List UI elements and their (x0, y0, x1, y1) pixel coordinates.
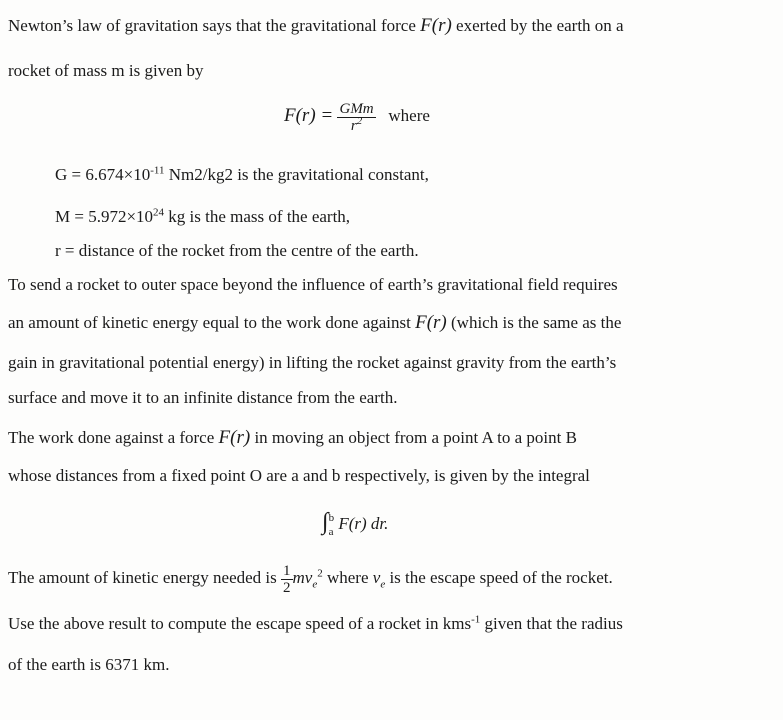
math-symbol: F(r) (415, 312, 447, 333)
text-span: whose distances from a fixed point O are a and b respectively, is given by the integral (8, 466, 590, 485)
paragraph-line (8, 387, 397, 409)
text-span: in moving an object from a point A to a point B (250, 428, 577, 447)
half-fraction (281, 563, 293, 596)
distance-line (55, 240, 419, 262)
fraction-denominator: 2 (283, 579, 291, 596)
v-symbol: v (372, 568, 381, 587)
paragraph-line (8, 60, 203, 82)
formula-denominator (337, 114, 375, 134)
earth-mass-line (55, 206, 350, 228)
paragraph-line (8, 654, 169, 676)
text-span: of the earth is 6371 km. (8, 655, 170, 674)
text-span: M = 5.972×10 (55, 207, 154, 226)
subscript: e (312, 578, 318, 591)
paragraph-line (8, 427, 577, 449)
text-span: an amount of kinetic energy equal to the work done against (8, 313, 416, 332)
text-span: r = distance of the rocket from the centre of the earth. (55, 241, 419, 260)
text-span: gain in gravitational potential energy) in lifting the rocket against gravity from the earth’s (8, 353, 617, 372)
paragraph-line (8, 312, 621, 334)
text-span: G = 6.674×10 (55, 165, 151, 184)
math-symbol: F(r) (218, 427, 251, 448)
text-span: exerted by the earth on a (456, 16, 624, 35)
g-constant-line (55, 164, 429, 186)
gravity-formula (284, 96, 430, 136)
work-integral (322, 502, 388, 544)
integral-lower: a (328, 526, 334, 539)
text-span: rocket of mass m is given by (8, 61, 204, 80)
paragraph-line (8, 352, 616, 374)
exponent: 24 (153, 206, 165, 219)
fraction-numerator: 1 (283, 562, 291, 579)
integral-upper: b (328, 512, 335, 525)
exponent: 2 (317, 567, 323, 580)
text-span: given that the radius (480, 614, 623, 633)
formula-fraction (337, 101, 375, 134)
kinetic-energy-line (8, 558, 613, 598)
text-span: Nm2/kg2 is the gravitational constant, (164, 165, 429, 184)
paragraph-line (8, 613, 623, 635)
text-span: kg is the mass of the earth, (164, 207, 351, 226)
text-span: surface and move it to an infinite distance from the earth. (8, 388, 398, 407)
mv-symbol: mv (292, 568, 313, 587)
exponent: -1 (471, 613, 481, 626)
text-span: where (322, 568, 373, 587)
integral-body: F(r) dr. (338, 514, 389, 533)
formula-where: where (388, 106, 430, 125)
text-span: To send a rocket to outer space beyond the influence of earth’s gravitational field requires (8, 275, 618, 294)
text-span: Use the above result to compute the escape speed of a rocket in kms (8, 614, 472, 633)
paragraph-line (8, 15, 624, 37)
text-span: Newton’s law of gravitation says that the gravitational force (8, 16, 421, 35)
text-span: is the escape speed of the rocket. (385, 568, 613, 587)
integral-sign: ∫ (322, 509, 329, 535)
formula-lhs: F(r) = (284, 105, 334, 126)
paragraph-line (8, 465, 590, 487)
formula-denominator-r: r (350, 117, 357, 134)
formula-exponent: 2 (356, 114, 363, 127)
text-span: The amount of kinetic energy needed is (8, 568, 282, 587)
text-span: (which is the same as the (446, 313, 622, 332)
text-span: The work done against a force (8, 428, 219, 447)
integral-limits (329, 511, 335, 539)
math-symbol: F(r) (420, 15, 452, 36)
formula-numerator: GMm (339, 100, 374, 117)
exponent: -11 (150, 164, 165, 177)
subscript: e (380, 578, 386, 591)
paragraph-line (8, 274, 618, 296)
